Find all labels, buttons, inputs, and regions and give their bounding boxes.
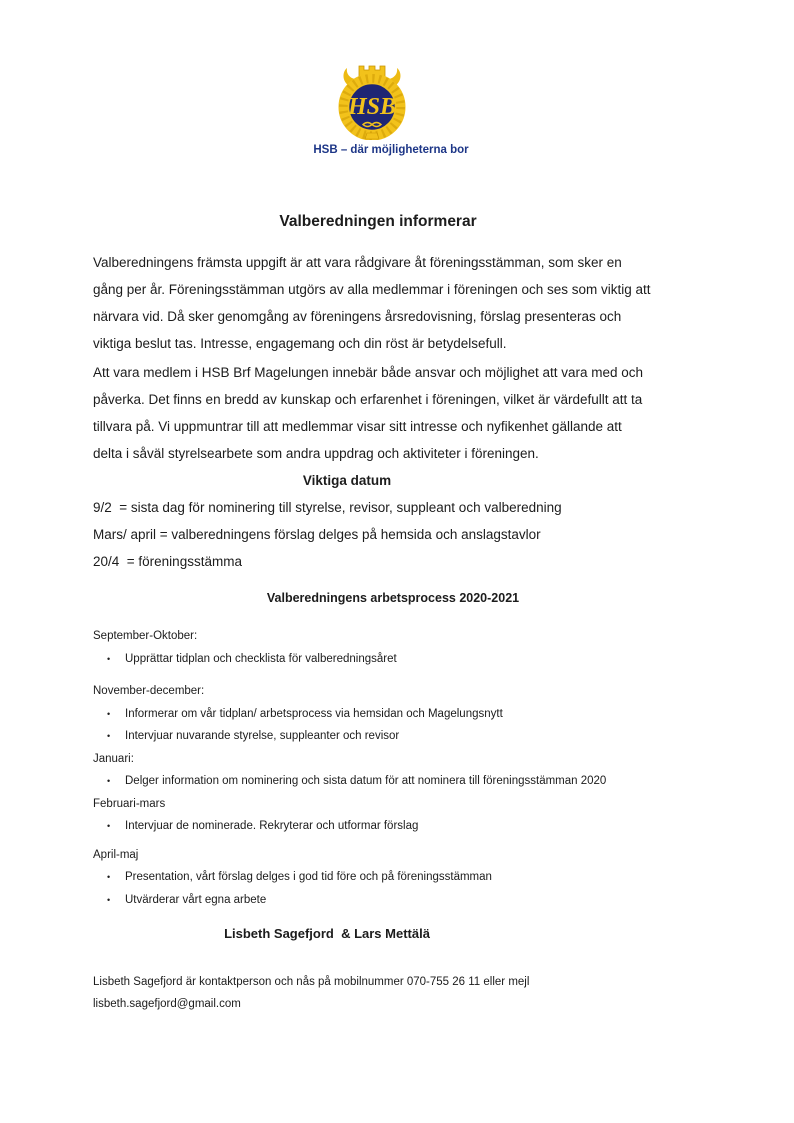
- bullet-text: Utvärderar vårt egna arbete: [125, 893, 267, 906]
- process-section-september-oktober: [93, 625, 701, 670]
- signature-names: Lisbeth Sagefjord & Lars Mettälä: [224, 926, 430, 941]
- bullet-icon: •: [107, 653, 111, 664]
- date-item: Mars/ april = valberedningens förslag delges på hemsida och anslagstavlor: [93, 527, 541, 542]
- date-item: 9/2 = sista dag för nominering till styrelse, revisor, suppleant och valberedning: [93, 500, 562, 515]
- bullet-icon: •: [107, 731, 111, 741]
- bullet-text: Intervjuar de nominerade. Rekryterar och utformar förslag: [125, 820, 419, 832]
- process-section-januari: [93, 748, 701, 793]
- bullet-text: Intervjuar nuvarande styrelse, suppleanter och revisor: [125, 730, 400, 742]
- hsb-tagline: HSB – där möjligheterna bor: [313, 144, 469, 156]
- period-label: Januari:: [93, 752, 134, 765]
- list-item: [93, 648, 701, 671]
- hsb-emblem-icon: [333, 62, 411, 140]
- paragraph-line: påverka. Det finns en bredd av kunskap och erfarenhet i föreningen, vilket är värdefullt att ta: [93, 392, 643, 407]
- paragraph-line: tillvara på. Vi uppmuntrar till att medlemmar visar sitt intresse och nyfikenhet gällande att: [93, 419, 622, 434]
- period-label: Februari-mars: [93, 797, 166, 810]
- process-section-april-maj: [93, 844, 701, 912]
- bullet-text: Informerar om vår tidplan/ arbetsprocess via hemsidan och Magelungsnytt: [125, 707, 503, 720]
- bullet-icon: •: [107, 776, 111, 786]
- important-dates-section: [93, 467, 701, 575]
- list-item: [93, 815, 701, 838]
- list-item: [93, 866, 701, 889]
- contact-line: Lisbeth Sagefjord är kontaktperson och nås på mobilnummer 070-755 26 11 eller mejl: [93, 976, 530, 988]
- bullet-icon: •: [107, 708, 111, 719]
- period-label: November-december:: [93, 685, 205, 697]
- page-title: Valberedningen informerar: [279, 213, 477, 230]
- paragraph-line: gång per år. Föreningsstämman utgörs av alla medlemmar i föreningen och ses som viktig att: [93, 282, 651, 297]
- contact-info: [93, 971, 701, 1015]
- paragraph-line: Att vara medlem i HSB Brf Magelungen innebär både ansvar och möjlighet att vara med och: [93, 365, 644, 380]
- process-heading: Valberedningens arbetsprocess 2020-2021: [266, 591, 520, 605]
- period-label: September-Oktober:: [93, 630, 198, 642]
- contact-email: lisbeth.sagefjord@gmail.com: [93, 998, 241, 1010]
- bullet-text: Delger information om nominering och sista datum för att nominera till föreningsstämman 2020: [125, 775, 607, 787]
- process-section-februari-mars: [93, 793, 701, 838]
- bullet-icon: •: [107, 872, 111, 882]
- paragraph-line: Valberedningens främsta uppgift är att vara rådgivare åt föreningsstämman, som sker en: [93, 255, 622, 270]
- bullet-text: Presentation, vårt förslag delges i god tid före och på föreningsstämman: [125, 871, 492, 883]
- hsb-monogram: HSB: [347, 94, 397, 120]
- list-item: [93, 770, 701, 793]
- intro-paragraph-2: [93, 359, 701, 467]
- bullet-icon: •: [107, 821, 111, 831]
- hsb-logo: [93, 62, 701, 156]
- bullet-icon: •: [107, 894, 111, 905]
- list-item: [93, 889, 701, 912]
- paragraph-line: viktiga beslut tas. Intresse, engagemang och din röst är betydelsefull.: [93, 336, 507, 351]
- paragraph-line: närvara vid. Då sker genomgång av föreningens årsredovisning, förslag presenteras och: [93, 309, 622, 324]
- period-label: April-maj: [93, 848, 139, 861]
- paragraph-line: delta i såväl styrelsearbete som andra uppdrag och aktiviteter i föreningen.: [93, 446, 539, 461]
- date-item: 20/4 = föreningsstämma: [93, 554, 242, 569]
- intro-paragraph-1: [93, 249, 701, 357]
- important-dates-heading: Viktiga datum: [302, 473, 392, 488]
- list-item: [93, 703, 701, 726]
- bullet-text: Upprättar tidplan och checklista för valberedningsåret: [125, 652, 397, 665]
- list-item: [93, 725, 701, 748]
- process-section-november-december: [93, 680, 701, 748]
